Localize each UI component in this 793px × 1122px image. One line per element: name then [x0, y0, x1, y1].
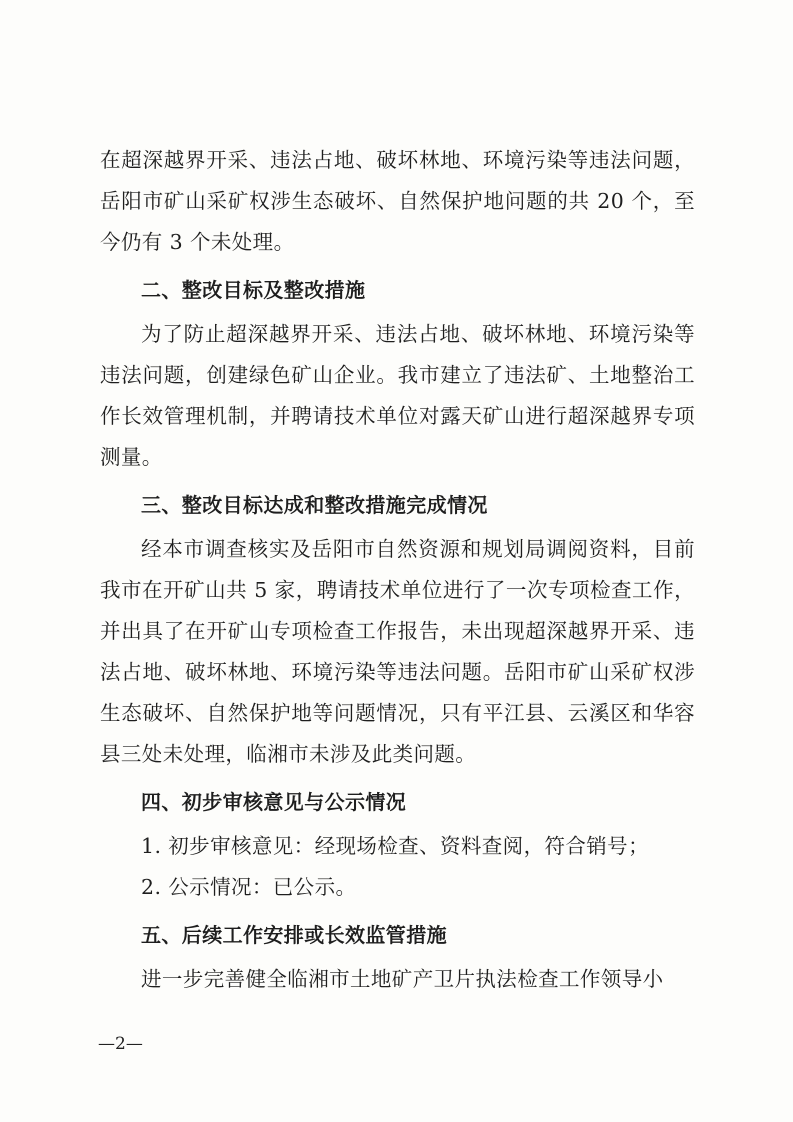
- paragraph-3: 经本市调查核实及岳阳市自然资源和规划局调阅资料，目前我市在开矿山共 5 家，聘请技术单位进行了一次专项检查工作，并出具了在开矿山专项检查工作报告，未出现超深越界开采、违法占地、破坏林地、环境污染等违法问题。岳阳市矿山采矿权涉生态破坏、自然保护地等问题情况，只有平江县、云溪区和华容县三处未处理，临湘市未涉及此类问题。: [100, 537, 695, 766]
- paragraph-5: 进一步完善健全临湘市土地矿产卫片执法检查工作领导小: [141, 967, 664, 991]
- section-heading-3: 三、整改目标达成和整改措施完成情况: [141, 493, 488, 517]
- page-number: —2—: [98, 1034, 143, 1054]
- list-item-review-opinion: 1. 初步审核意见：经现场检查、资料查阅，符合销号；: [141, 834, 649, 858]
- document-body: [100, 140, 695, 1000]
- paragraph-1: 在超深越界开采、违法占地、破坏林地、环境污染等违法问题，岳阳市矿山采矿权涉生态破坏、自然保护地问题的共 20 个，至今仍有 3 个未处理。: [100, 148, 695, 254]
- paragraph-2: 为了防止超深越界开采、违法占地、破坏林地、环境污染等违法问题，创建绿色矿山企业。我市建立了违法矿、土地整治工作长效管理机制，并聘请技术单位对露天矿山进行超深越界专项测量。: [100, 322, 695, 469]
- list-item-publicity: 2. 公示情况：已公示。: [141, 875, 357, 899]
- section-heading-2: 二、整改目标及整改措施: [141, 278, 366, 302]
- section-heading-5: 五、后续工作安排或长效监管措施: [141, 923, 447, 947]
- section-heading-4: 四、初步审核意见与公示情况: [141, 790, 407, 814]
